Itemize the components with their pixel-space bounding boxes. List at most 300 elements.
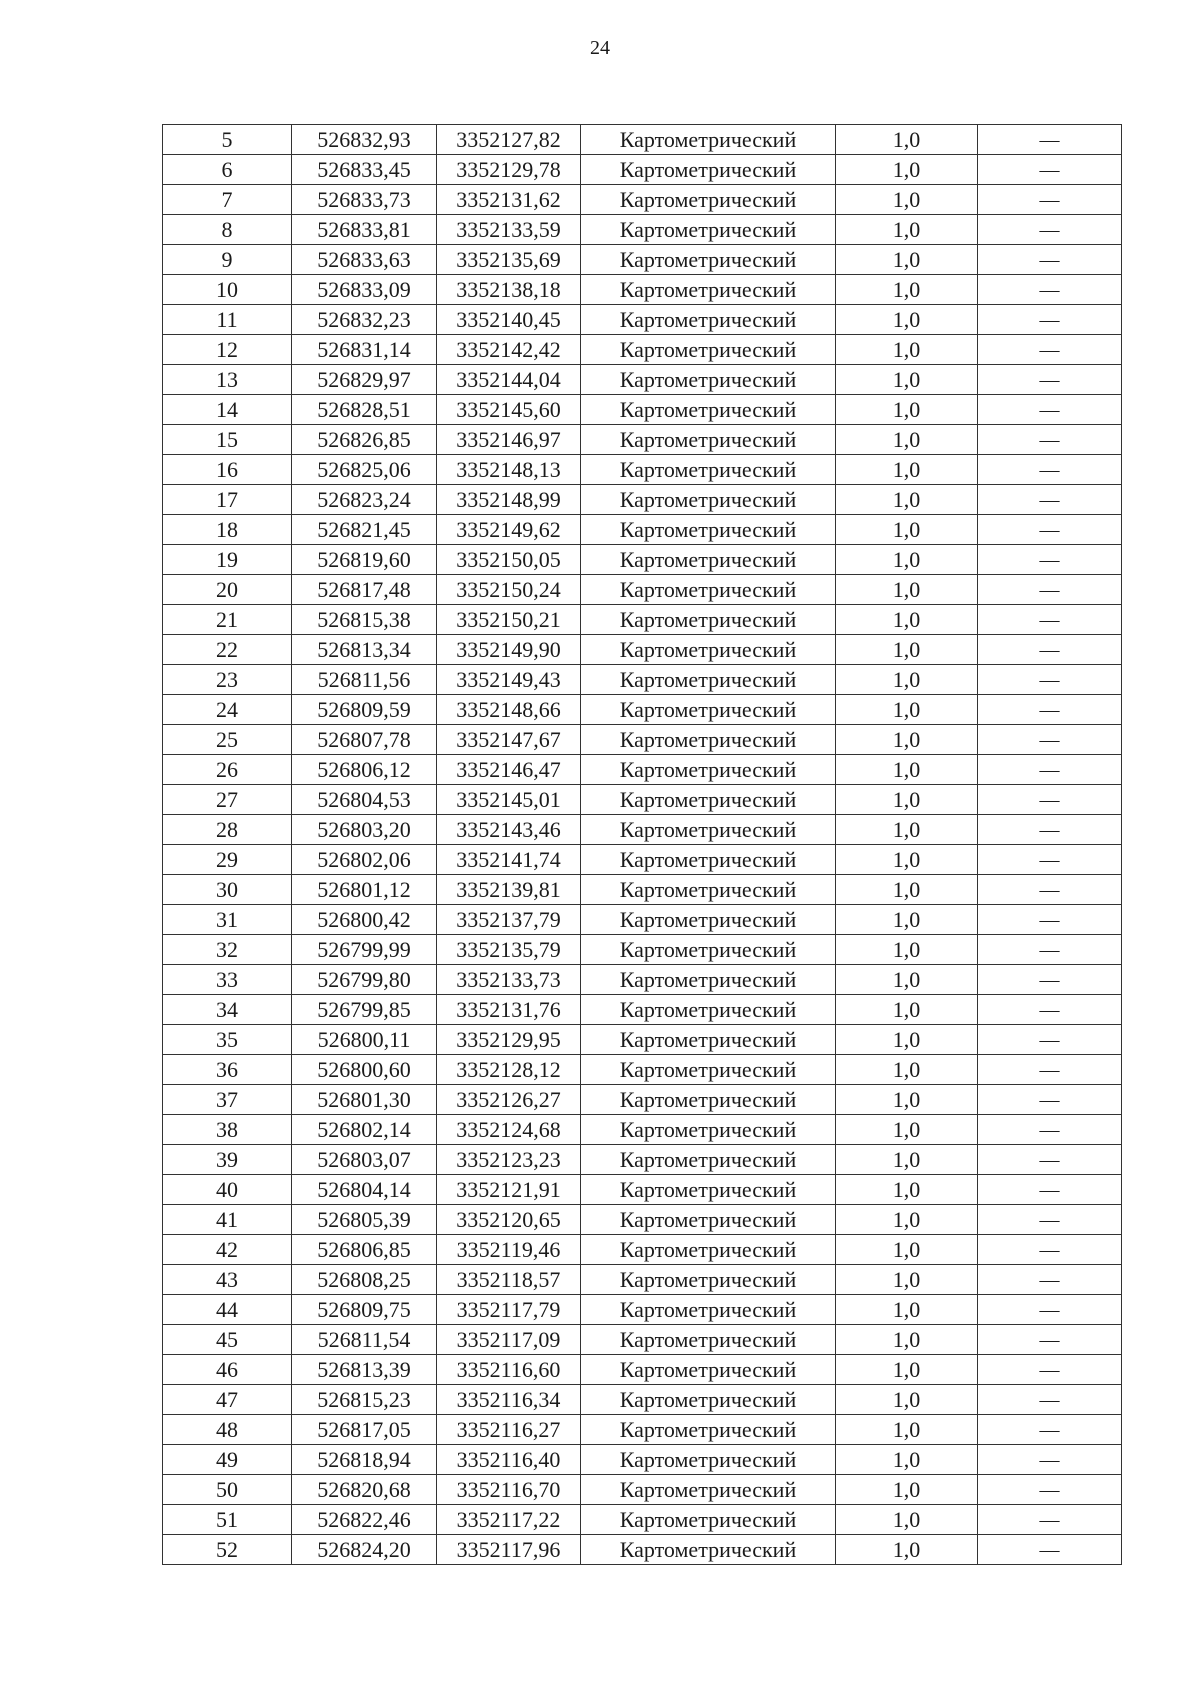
table-row xyxy=(163,605,1122,635)
x-coordinate-cell: 526828,51 xyxy=(292,395,437,425)
table-row xyxy=(163,1115,1122,1145)
accuracy-cell: 1,0 xyxy=(836,1325,978,1355)
y-coordinate-cell: 3352149,62 xyxy=(437,515,581,545)
x-coordinate-cell: 526833,45 xyxy=(292,155,437,185)
note-cell: — xyxy=(978,305,1122,335)
accuracy-cell: 1,0 xyxy=(836,755,978,785)
y-coordinate-cell: 3352138,18 xyxy=(437,275,581,305)
x-coordinate-cell: 526825,06 xyxy=(292,455,437,485)
table-row xyxy=(163,1175,1122,1205)
accuracy-cell: 1,0 xyxy=(836,125,978,155)
y-coordinate-cell: 3352116,60 xyxy=(437,1355,581,1385)
x-coordinate-cell: 526829,97 xyxy=(292,365,437,395)
y-coordinate-cell: 3352148,66 xyxy=(437,695,581,725)
x-coordinate-cell: 526805,39 xyxy=(292,1205,437,1235)
y-coordinate-cell: 3352118,57 xyxy=(437,1265,581,1295)
accuracy-cell: 1,0 xyxy=(836,155,978,185)
x-coordinate-cell: 526823,24 xyxy=(292,485,437,515)
method-cell: Картометрический xyxy=(581,965,836,995)
note-cell: — xyxy=(978,1445,1122,1475)
method-cell: Картометрический xyxy=(581,515,836,545)
y-coordinate-cell: 3352128,12 xyxy=(437,1055,581,1085)
note-cell: — xyxy=(978,335,1122,365)
point-number-cell: 37 xyxy=(163,1085,292,1115)
y-coordinate-cell: 3352143,46 xyxy=(437,815,581,845)
note-cell: — xyxy=(978,755,1122,785)
x-coordinate-cell: 526802,14 xyxy=(292,1115,437,1145)
y-coordinate-cell: 3352117,22 xyxy=(437,1505,581,1535)
table-row xyxy=(163,155,1122,185)
point-number-cell: 20 xyxy=(163,575,292,605)
y-coordinate-cell: 3352150,05 xyxy=(437,545,581,575)
accuracy-cell: 1,0 xyxy=(836,1085,978,1115)
note-cell: — xyxy=(978,545,1122,575)
x-coordinate-cell: 526833,81 xyxy=(292,215,437,245)
method-cell: Картометрический xyxy=(581,1115,836,1145)
y-coordinate-cell: 3352135,69 xyxy=(437,245,581,275)
table-row xyxy=(163,665,1122,695)
y-coordinate-cell: 3352149,43 xyxy=(437,665,581,695)
method-cell: Картометрический xyxy=(581,1475,836,1505)
method-cell: Картометрический xyxy=(581,155,836,185)
method-cell: Картометрический xyxy=(581,125,836,155)
y-coordinate-cell: 3352148,99 xyxy=(437,485,581,515)
accuracy-cell: 1,0 xyxy=(836,335,978,365)
point-number-cell: 45 xyxy=(163,1325,292,1355)
coordinates-table-body xyxy=(163,125,1122,1565)
y-coordinate-cell: 3352131,62 xyxy=(437,185,581,215)
table-row xyxy=(163,125,1122,155)
point-number-cell: 12 xyxy=(163,335,292,365)
x-coordinate-cell: 526811,56 xyxy=(292,665,437,695)
x-coordinate-cell: 526819,60 xyxy=(292,545,437,575)
point-number-cell: 31 xyxy=(163,905,292,935)
table-row xyxy=(163,815,1122,845)
table-row xyxy=(163,575,1122,605)
point-number-cell: 43 xyxy=(163,1265,292,1295)
y-coordinate-cell: 3352116,70 xyxy=(437,1475,581,1505)
table-row xyxy=(163,935,1122,965)
note-cell: — xyxy=(978,485,1122,515)
accuracy-cell: 1,0 xyxy=(836,905,978,935)
table-row xyxy=(163,425,1122,455)
point-number-cell: 5 xyxy=(163,125,292,155)
x-coordinate-cell: 526799,99 xyxy=(292,935,437,965)
table-row xyxy=(163,1145,1122,1175)
x-coordinate-cell: 526808,25 xyxy=(292,1265,437,1295)
page-number: 24 xyxy=(590,37,610,59)
point-number-cell: 17 xyxy=(163,485,292,515)
accuracy-cell: 1,0 xyxy=(836,935,978,965)
table-row xyxy=(163,1295,1122,1325)
method-cell: Картометрический xyxy=(581,1145,836,1175)
point-number-cell: 49 xyxy=(163,1445,292,1475)
method-cell: Картометрический xyxy=(581,875,836,905)
x-coordinate-cell: 526807,78 xyxy=(292,725,437,755)
table-row xyxy=(163,1265,1122,1295)
x-coordinate-cell: 526820,68 xyxy=(292,1475,437,1505)
y-coordinate-cell: 3352116,40 xyxy=(437,1445,581,1475)
x-coordinate-cell: 526802,06 xyxy=(292,845,437,875)
table-row xyxy=(163,305,1122,335)
method-cell: Картометрический xyxy=(581,1535,836,1565)
table-row xyxy=(163,1325,1122,1355)
accuracy-cell: 1,0 xyxy=(836,1265,978,1295)
accuracy-cell: 1,0 xyxy=(836,395,978,425)
x-coordinate-cell: 526824,20 xyxy=(292,1535,437,1565)
table-row xyxy=(163,545,1122,575)
y-coordinate-cell: 3352120,65 xyxy=(437,1205,581,1235)
point-number-cell: 29 xyxy=(163,845,292,875)
accuracy-cell: 1,0 xyxy=(836,365,978,395)
point-number-cell: 39 xyxy=(163,1145,292,1175)
note-cell: — xyxy=(978,1265,1122,1295)
accuracy-cell: 1,0 xyxy=(836,1385,978,1415)
point-number-cell: 48 xyxy=(163,1415,292,1445)
point-number-cell: 23 xyxy=(163,665,292,695)
accuracy-cell: 1,0 xyxy=(836,1025,978,1055)
x-coordinate-cell: 526800,60 xyxy=(292,1055,437,1085)
accuracy-cell: 1,0 xyxy=(836,635,978,665)
table-row xyxy=(163,395,1122,425)
accuracy-cell: 1,0 xyxy=(836,845,978,875)
point-number-cell: 11 xyxy=(163,305,292,335)
y-coordinate-cell: 3352139,81 xyxy=(437,875,581,905)
method-cell: Картометрический xyxy=(581,905,836,935)
x-coordinate-cell: 526831,14 xyxy=(292,335,437,365)
method-cell: Картометрический xyxy=(581,1325,836,1355)
note-cell: — xyxy=(978,995,1122,1025)
y-coordinate-cell: 3352146,47 xyxy=(437,755,581,785)
note-cell: — xyxy=(978,155,1122,185)
method-cell: Картометрический xyxy=(581,275,836,305)
note-cell: — xyxy=(978,1025,1122,1055)
x-coordinate-cell: 526800,42 xyxy=(292,905,437,935)
table-row xyxy=(163,1085,1122,1115)
table-row xyxy=(163,1385,1122,1415)
note-cell: — xyxy=(978,665,1122,695)
note-cell: — xyxy=(978,1235,1122,1265)
method-cell: Картометрический xyxy=(581,725,836,755)
y-coordinate-cell: 3352133,59 xyxy=(437,215,581,245)
note-cell: — xyxy=(978,515,1122,545)
note-cell: — xyxy=(978,575,1122,605)
x-coordinate-cell: 526806,85 xyxy=(292,1235,437,1265)
x-coordinate-cell: 526804,14 xyxy=(292,1175,437,1205)
point-number-cell: 22 xyxy=(163,635,292,665)
method-cell: Картометрический xyxy=(581,1355,836,1385)
accuracy-cell: 1,0 xyxy=(836,785,978,815)
table-row xyxy=(163,515,1122,545)
accuracy-cell: 1,0 xyxy=(836,455,978,485)
method-cell: Картометрический xyxy=(581,395,836,425)
method-cell: Картометрический xyxy=(581,1445,836,1475)
y-coordinate-cell: 3352147,67 xyxy=(437,725,581,755)
note-cell: — xyxy=(978,1145,1122,1175)
x-coordinate-cell: 526821,45 xyxy=(292,515,437,545)
x-coordinate-cell: 526815,38 xyxy=(292,605,437,635)
method-cell: Картометрический xyxy=(581,785,836,815)
point-number-cell: 14 xyxy=(163,395,292,425)
accuracy-cell: 1,0 xyxy=(836,815,978,845)
point-number-cell: 30 xyxy=(163,875,292,905)
point-number-cell: 7 xyxy=(163,185,292,215)
x-coordinate-cell: 526809,75 xyxy=(292,1295,437,1325)
point-number-cell: 19 xyxy=(163,545,292,575)
note-cell: — xyxy=(978,185,1122,215)
note-cell: — xyxy=(978,1355,1122,1385)
note-cell: — xyxy=(978,425,1122,455)
method-cell: Картометрический xyxy=(581,1265,836,1295)
table-row xyxy=(163,275,1122,305)
x-coordinate-cell: 526806,12 xyxy=(292,755,437,785)
point-number-cell: 16 xyxy=(163,455,292,485)
note-cell: — xyxy=(978,215,1122,245)
method-cell: Картометрический xyxy=(581,575,836,605)
y-coordinate-cell: 3352142,42 xyxy=(437,335,581,365)
method-cell: Картометрический xyxy=(581,1235,836,1265)
x-coordinate-cell: 526799,85 xyxy=(292,995,437,1025)
accuracy-cell: 1,0 xyxy=(836,1475,978,1505)
method-cell: Картометрический xyxy=(581,185,836,215)
method-cell: Картометрический xyxy=(581,815,836,845)
note-cell: — xyxy=(978,1205,1122,1235)
table-row xyxy=(163,1505,1122,1535)
y-coordinate-cell: 3352124,68 xyxy=(437,1115,581,1145)
table-row xyxy=(163,335,1122,365)
point-number-cell: 42 xyxy=(163,1235,292,1265)
point-number-cell: 24 xyxy=(163,695,292,725)
point-number-cell: 33 xyxy=(163,965,292,995)
x-coordinate-cell: 526813,34 xyxy=(292,635,437,665)
x-coordinate-cell: 526826,85 xyxy=(292,425,437,455)
y-coordinate-cell: 3352117,96 xyxy=(437,1535,581,1565)
note-cell: — xyxy=(978,1295,1122,1325)
accuracy-cell: 1,0 xyxy=(836,1355,978,1385)
x-coordinate-cell: 526817,05 xyxy=(292,1415,437,1445)
table-row xyxy=(163,1025,1122,1055)
point-number-cell: 28 xyxy=(163,815,292,845)
note-cell: — xyxy=(978,1175,1122,1205)
method-cell: Картометрический xyxy=(581,1025,836,1055)
table-row xyxy=(163,905,1122,935)
accuracy-cell: 1,0 xyxy=(836,215,978,245)
accuracy-cell: 1,0 xyxy=(836,725,978,755)
point-number-cell: 36 xyxy=(163,1055,292,1085)
accuracy-cell: 1,0 xyxy=(836,485,978,515)
table-row xyxy=(163,695,1122,725)
note-cell: — xyxy=(978,1085,1122,1115)
x-coordinate-cell: 526832,93 xyxy=(292,125,437,155)
accuracy-cell: 1,0 xyxy=(836,1115,978,1145)
x-coordinate-cell: 526800,11 xyxy=(292,1025,437,1055)
y-coordinate-cell: 3352127,82 xyxy=(437,125,581,155)
method-cell: Картометрический xyxy=(581,1085,836,1115)
accuracy-cell: 1,0 xyxy=(836,545,978,575)
y-coordinate-cell: 3352119,46 xyxy=(437,1235,581,1265)
coordinates-table xyxy=(162,124,1122,1565)
y-coordinate-cell: 3352135,79 xyxy=(437,935,581,965)
y-coordinate-cell: 3352140,45 xyxy=(437,305,581,335)
accuracy-cell: 1,0 xyxy=(836,965,978,995)
point-number-cell: 21 xyxy=(163,605,292,635)
table-row xyxy=(163,485,1122,515)
point-number-cell: 47 xyxy=(163,1385,292,1415)
y-coordinate-cell: 3352123,23 xyxy=(437,1145,581,1175)
table-row xyxy=(163,1415,1122,1445)
y-coordinate-cell: 3352126,27 xyxy=(437,1085,581,1115)
note-cell: — xyxy=(978,245,1122,275)
accuracy-cell: 1,0 xyxy=(836,515,978,545)
point-number-cell: 9 xyxy=(163,245,292,275)
note-cell: — xyxy=(978,125,1122,155)
accuracy-cell: 1,0 xyxy=(836,1445,978,1475)
note-cell: — xyxy=(978,845,1122,875)
x-coordinate-cell: 526822,46 xyxy=(292,1505,437,1535)
method-cell: Картометрический xyxy=(581,935,836,965)
y-coordinate-cell: 3352137,79 xyxy=(437,905,581,935)
note-cell: — xyxy=(978,395,1122,425)
y-coordinate-cell: 3352150,21 xyxy=(437,605,581,635)
y-coordinate-cell: 3352133,73 xyxy=(437,965,581,995)
note-cell: — xyxy=(978,875,1122,905)
method-cell: Картометрический xyxy=(581,1385,836,1415)
accuracy-cell: 1,0 xyxy=(836,1205,978,1235)
y-coordinate-cell: 3352116,27 xyxy=(437,1415,581,1445)
point-number-cell: 41 xyxy=(163,1205,292,1235)
table-row xyxy=(163,455,1122,485)
table-row xyxy=(163,185,1122,215)
accuracy-cell: 1,0 xyxy=(836,305,978,335)
accuracy-cell: 1,0 xyxy=(836,1235,978,1265)
method-cell: Картометрический xyxy=(581,995,836,1025)
x-coordinate-cell: 526803,20 xyxy=(292,815,437,845)
x-coordinate-cell: 526801,30 xyxy=(292,1085,437,1115)
method-cell: Картометрический xyxy=(581,635,836,665)
table-row xyxy=(163,845,1122,875)
point-number-cell: 32 xyxy=(163,935,292,965)
table-row xyxy=(163,365,1122,395)
y-coordinate-cell: 3352146,97 xyxy=(437,425,581,455)
x-coordinate-cell: 526817,48 xyxy=(292,575,437,605)
table-row xyxy=(163,215,1122,245)
accuracy-cell: 1,0 xyxy=(836,1145,978,1175)
note-cell: — xyxy=(978,785,1122,815)
note-cell: — xyxy=(978,965,1122,995)
accuracy-cell: 1,0 xyxy=(836,425,978,455)
method-cell: Картометрический xyxy=(581,1205,836,1235)
point-number-cell: 25 xyxy=(163,725,292,755)
table-row xyxy=(163,785,1122,815)
table-row xyxy=(163,635,1122,665)
method-cell: Картометрический xyxy=(581,1505,836,1535)
y-coordinate-cell: 3352117,79 xyxy=(437,1295,581,1325)
method-cell: Картометрический xyxy=(581,605,836,635)
accuracy-cell: 1,0 xyxy=(836,1505,978,1535)
note-cell: — xyxy=(978,815,1122,845)
method-cell: Картометрический xyxy=(581,1295,836,1325)
y-coordinate-cell: 3352121,91 xyxy=(437,1175,581,1205)
point-number-cell: 52 xyxy=(163,1535,292,1565)
note-cell: — xyxy=(978,635,1122,665)
table-row xyxy=(163,1535,1122,1565)
method-cell: Картометрический xyxy=(581,1055,836,1085)
note-cell: — xyxy=(978,1115,1122,1145)
note-cell: — xyxy=(978,455,1122,485)
method-cell: Картометрический xyxy=(581,365,836,395)
accuracy-cell: 1,0 xyxy=(836,695,978,725)
point-number-cell: 27 xyxy=(163,785,292,815)
note-cell: — xyxy=(978,365,1122,395)
table-row xyxy=(163,1205,1122,1235)
x-coordinate-cell: 526809,59 xyxy=(292,695,437,725)
accuracy-cell: 1,0 xyxy=(836,1295,978,1325)
table-row xyxy=(163,965,1122,995)
table-row xyxy=(163,755,1122,785)
x-coordinate-cell: 526799,80 xyxy=(292,965,437,995)
note-cell: — xyxy=(978,605,1122,635)
y-coordinate-cell: 3352149,90 xyxy=(437,635,581,665)
y-coordinate-cell: 3352141,74 xyxy=(437,845,581,875)
point-number-cell: 26 xyxy=(163,755,292,785)
note-cell: — xyxy=(978,935,1122,965)
method-cell: Картометрический xyxy=(581,695,836,725)
accuracy-cell: 1,0 xyxy=(836,1055,978,1085)
method-cell: Картометрический xyxy=(581,305,836,335)
y-coordinate-cell: 3352116,34 xyxy=(437,1385,581,1415)
method-cell: Картометрический xyxy=(581,665,836,695)
point-number-cell: 13 xyxy=(163,365,292,395)
x-coordinate-cell: 526833,09 xyxy=(292,275,437,305)
x-coordinate-cell: 526833,73 xyxy=(292,185,437,215)
accuracy-cell: 1,0 xyxy=(836,995,978,1025)
point-number-cell: 6 xyxy=(163,155,292,185)
y-coordinate-cell: 3352150,24 xyxy=(437,575,581,605)
table-row xyxy=(163,1055,1122,1085)
y-coordinate-cell: 3352145,60 xyxy=(437,395,581,425)
note-cell: — xyxy=(978,1475,1122,1505)
y-coordinate-cell: 3352129,78 xyxy=(437,155,581,185)
accuracy-cell: 1,0 xyxy=(836,665,978,695)
x-coordinate-cell: 526801,12 xyxy=(292,875,437,905)
x-coordinate-cell: 526815,23 xyxy=(292,1385,437,1415)
table-row xyxy=(163,995,1122,1025)
table-row xyxy=(163,1475,1122,1505)
x-coordinate-cell: 526818,94 xyxy=(292,1445,437,1475)
point-number-cell: 50 xyxy=(163,1475,292,1505)
x-coordinate-cell: 526811,54 xyxy=(292,1325,437,1355)
note-cell: — xyxy=(978,1505,1122,1535)
accuracy-cell: 1,0 xyxy=(836,575,978,605)
accuracy-cell: 1,0 xyxy=(836,875,978,905)
point-number-cell: 44 xyxy=(163,1295,292,1325)
method-cell: Картометрический xyxy=(581,485,836,515)
table-row xyxy=(163,1355,1122,1385)
point-number-cell: 8 xyxy=(163,215,292,245)
method-cell: Картометрический xyxy=(581,1415,836,1445)
accuracy-cell: 1,0 xyxy=(836,185,978,215)
method-cell: Картометрический xyxy=(581,335,836,365)
point-number-cell: 35 xyxy=(163,1025,292,1055)
y-coordinate-cell: 3352145,01 xyxy=(437,785,581,815)
accuracy-cell: 1,0 xyxy=(836,275,978,305)
y-coordinate-cell: 3352129,95 xyxy=(437,1025,581,1055)
point-number-cell: 46 xyxy=(163,1355,292,1385)
method-cell: Картометрический xyxy=(581,245,836,275)
table-row xyxy=(163,1445,1122,1475)
point-number-cell: 34 xyxy=(163,995,292,1025)
method-cell: Картометрический xyxy=(581,455,836,485)
